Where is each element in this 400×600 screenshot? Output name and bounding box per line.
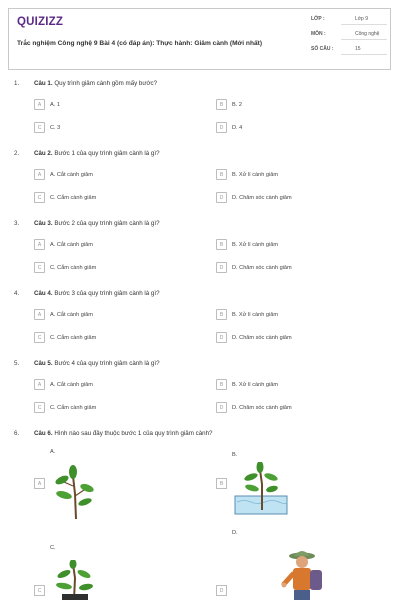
worksheet-header <box>8 8 391 70</box>
option-a[interactable] <box>34 379 93 390</box>
option-text: B. Xử lí cành giâm <box>232 241 279 248</box>
option-d[interactable] <box>216 332 292 343</box>
option-letter-box: B <box>216 169 227 180</box>
option-letter-box: A <box>34 99 45 110</box>
option-text: B. Xử lí cành giâm <box>232 311 279 318</box>
option-c[interactable] <box>34 262 96 273</box>
option-a[interactable] <box>34 309 93 320</box>
question-label: Câu 2. <box>34 150 53 157</box>
option-letter-box: D <box>216 332 227 343</box>
image-option-b-box[interactable]: B <box>216 478 227 489</box>
option-text: C. Cắm cành giâm <box>50 194 97 201</box>
question-stem: Quy trình giâm cành gồm mấy bước? <box>54 80 158 87</box>
option-text: B. Xử lí cành giâm <box>232 171 279 178</box>
option-letter-box: B <box>216 239 227 250</box>
option-d[interactable] <box>216 262 292 273</box>
meta-count-label: SỐ CÂU : <box>311 46 334 52</box>
option-letter-box: D <box>216 402 227 413</box>
option-letter-box: A <box>34 309 45 320</box>
option-text: A. Cắt cành giâm <box>50 381 93 388</box>
option-text: C. Cắm cành giâm <box>50 334 97 341</box>
option-text: A. Cắt cành giâm <box>50 311 93 318</box>
question-label: Câu 4. <box>34 290 53 297</box>
option-d[interactable] <box>216 122 242 133</box>
option-b[interactable] <box>216 309 278 320</box>
option-letter-box: B <box>216 379 227 390</box>
option-text: D. Chăm sóc cành giâm <box>232 194 292 201</box>
option-a[interactable] <box>34 169 93 180</box>
option-b[interactable] <box>216 379 278 390</box>
meta-divider <box>341 24 387 25</box>
option-c[interactable] <box>34 402 96 413</box>
option-a[interactable] <box>34 99 60 110</box>
option-text: C. 3 <box>50 124 61 131</box>
question-label: Câu 3. <box>34 220 53 227</box>
option-text: D. 4 <box>232 124 243 131</box>
gardener-icon <box>280 548 330 600</box>
option-text: B. 2 <box>232 101 242 108</box>
question-number: 1. <box>14 80 20 87</box>
question-label: Câu 6. <box>34 430 53 437</box>
option-letter-box: C <box>34 192 45 203</box>
option-c[interactable] <box>34 122 60 133</box>
image-option-d-box[interactable]: D <box>216 585 227 596</box>
image-option-caption: B. <box>232 452 238 458</box>
option-letter-box: C <box>34 332 45 343</box>
option-b[interactable] <box>216 99 242 110</box>
option-text: B. Xử lí cành giâm <box>232 381 279 388</box>
meta-class-value: Lớp 9 <box>355 16 369 22</box>
image-option-a-box[interactable]: A <box>34 478 45 489</box>
meta-subject-label: MÔN : <box>311 31 326 37</box>
option-letter-box: B <box>216 99 227 110</box>
option-c[interactable] <box>34 192 96 203</box>
option-letter-box: D <box>216 122 227 133</box>
option-text: A. Cắt cành giâm <box>50 241 93 248</box>
option-letter-box: D <box>216 262 227 273</box>
cutting-icon <box>50 464 100 520</box>
question-stem: Bước 1 của quy trình giâm cành là gì? <box>54 150 160 157</box>
question-stem: Bước 3 của quy trình giâm cành là gì? <box>54 290 160 297</box>
option-letter-box: A <box>34 379 45 390</box>
meta-count-value: 15 <box>355 46 361 52</box>
option-letter-box: A <box>34 169 45 180</box>
question-number: 2. <box>14 150 20 157</box>
option-b[interactable] <box>216 169 278 180</box>
image-option-c-box[interactable]: C <box>34 585 45 596</box>
option-b[interactable] <box>216 239 278 250</box>
question-label: Câu 5. <box>34 360 53 367</box>
quizizz-logo: QUIZIZZ <box>17 16 64 28</box>
option-text: C. Cắm cành giâm <box>50 404 97 411</box>
option-letter-box: A <box>34 239 45 250</box>
image-option-caption: D. <box>232 530 238 536</box>
question-number: 4. <box>14 290 20 297</box>
option-letter-box: C <box>34 402 45 413</box>
option-letter-box: D <box>216 192 227 203</box>
cutting-in-water-icon <box>234 462 290 518</box>
question-text <box>34 290 160 297</box>
question-text <box>34 360 160 367</box>
question-number: 3. <box>14 220 20 227</box>
option-a[interactable] <box>34 239 93 250</box>
image-option-caption: A. <box>50 449 56 455</box>
question-stem: Bước 2 của quy trình giâm cành là gì? <box>54 220 160 227</box>
question-text <box>34 430 212 437</box>
option-text: D. Chăm sóc cành giâm <box>232 404 292 411</box>
option-text: A. 1 <box>50 101 60 108</box>
question-label: Câu 1. <box>34 80 53 87</box>
option-text: D. Chăm sóc cành giâm <box>232 264 292 271</box>
option-letter-box: B <box>216 309 227 320</box>
question-stem: Hình nào sau đây thuộc bước 1 của quy trình giâm cành? <box>54 430 213 437</box>
option-text: C. Cắm cành giâm <box>50 264 97 271</box>
option-d[interactable] <box>216 402 292 413</box>
option-d[interactable] <box>216 192 292 203</box>
option-letter-box: C <box>34 122 45 133</box>
question-number: 5. <box>14 360 20 367</box>
question-text <box>34 80 157 87</box>
option-c[interactable] <box>34 332 96 343</box>
meta-class-label: LỚP : <box>311 16 325 22</box>
option-letter-box: C <box>34 262 45 273</box>
worksheet-title: Trắc nghiệm Công nghệ 9 Bài 4 (có đáp án): Thực hành: Giâm cành (Mới nhất) <box>17 40 263 47</box>
meta-subject-value: Công nghệ <box>355 31 380 37</box>
meta-divider <box>341 54 387 55</box>
question-text <box>34 150 160 157</box>
potted-cutting-icon <box>54 560 98 600</box>
meta-divider <box>341 39 387 40</box>
option-text: D. Chăm sóc cành giâm <box>232 334 292 341</box>
question-stem: Bước 4 của quy trình giâm cành là gì? <box>54 360 160 367</box>
question-number: 6. <box>14 430 20 437</box>
image-option-caption: C. <box>50 545 56 551</box>
question-text <box>34 220 160 227</box>
option-text: A. Cắt cành giâm <box>50 171 93 178</box>
